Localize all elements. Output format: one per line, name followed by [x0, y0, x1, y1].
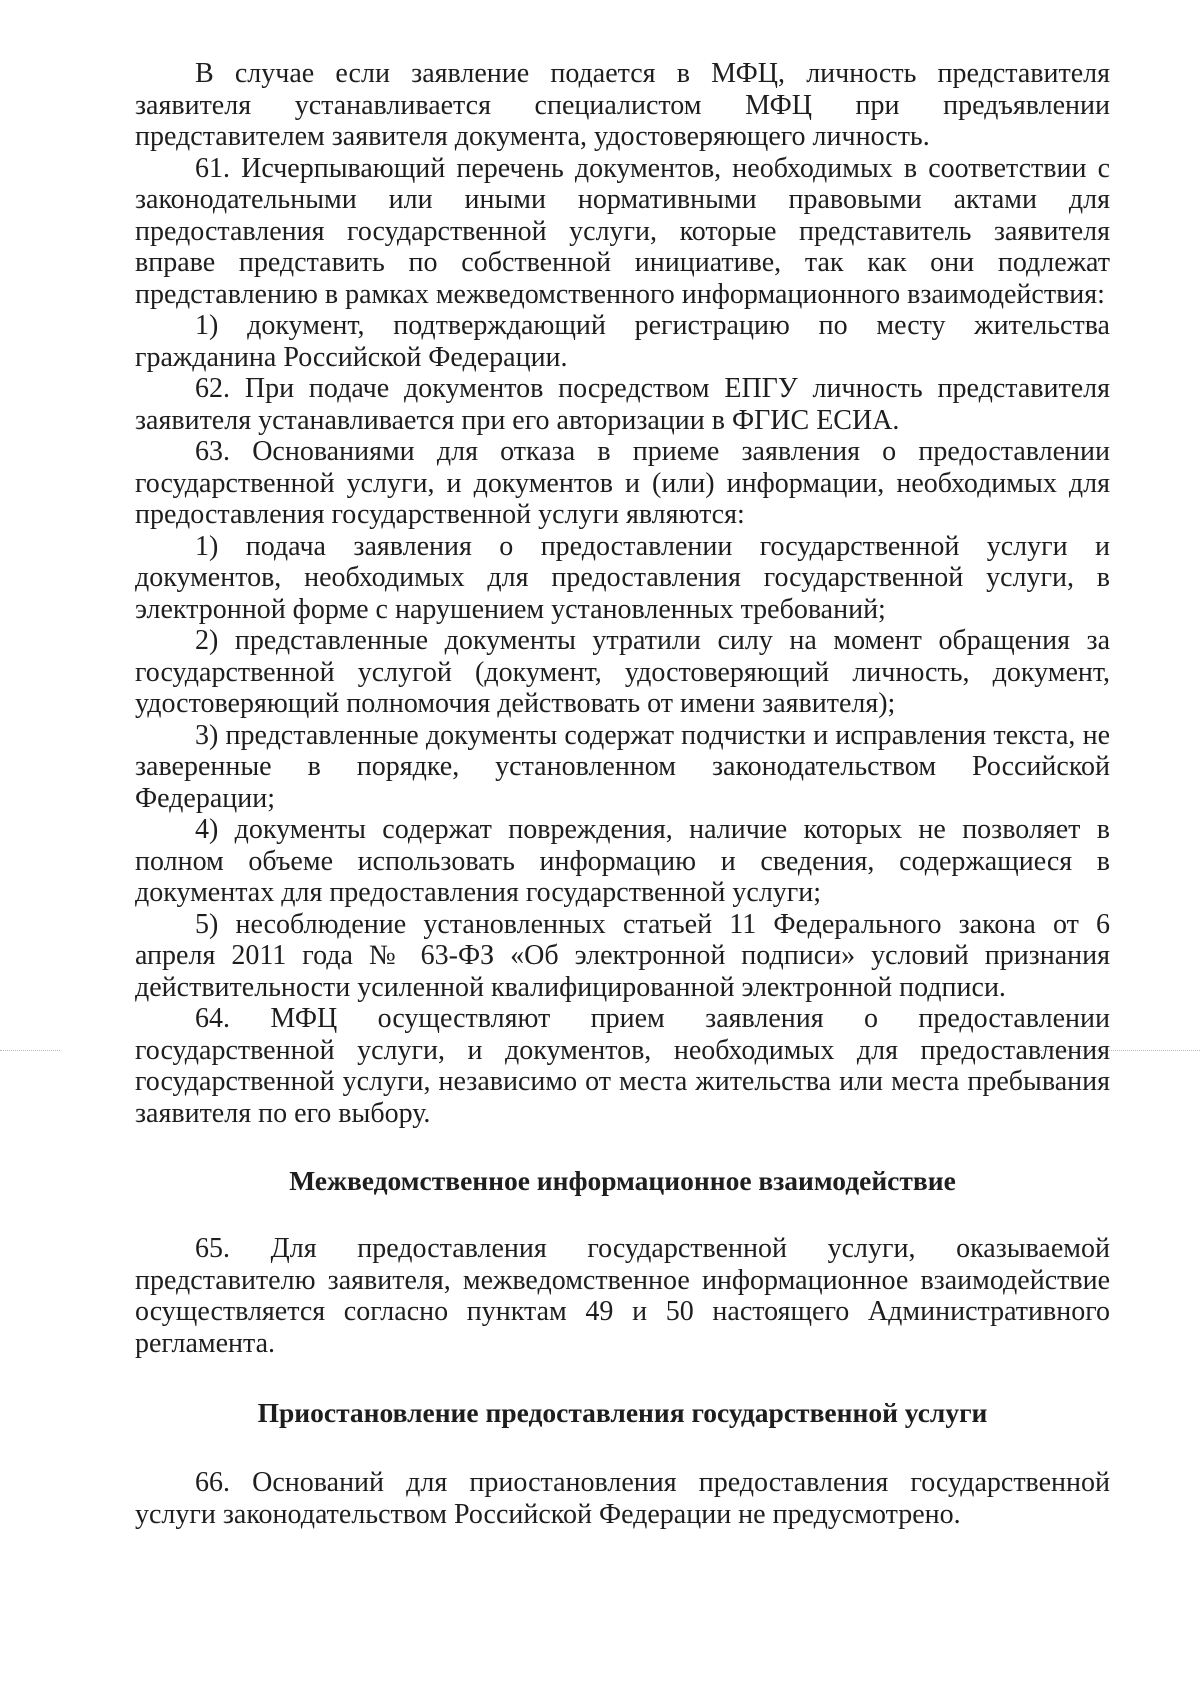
- paragraph-mfc-identity: В случае если заявление подается в МФЦ, личность представителя заявителя устанавливается специалистом МФЦ при предъявлении представителем заявителя документа, удостоверяющего личность.: [135, 58, 1110, 152]
- scan-artifact-left: [0, 1050, 60, 1051]
- paragraph-64: 64. МФЦ осуществляют прием заявления о предоставлении государственной услуги, и документов, необходимых для предоставления государственной услуги, независимо от места жительства или места пребывания заявителя по его выбору.: [135, 1003, 1110, 1129]
- section-heading-suspension: Приостановление предоставления государственной услуги: [257, 1397, 988, 1428]
- paragraph-63-item-2: 2) представленные документы утратили силу на момент обращения за государственной услугой (документ, удостоверяющий личность, документ, удостоверяющий полномочия действовать от имени заявителя);: [135, 625, 1110, 719]
- paragraph-63: 63. Основаниями для отказа в приеме заявления о предоставлении государственной услуги, и документов и (или) информации, необходимых для предоставления государственной услуги являются:: [135, 436, 1110, 530]
- paragraph-63-item-3: 3) представленные документы содержат подчистки и исправления текста, не заверенные в порядке, установленном законодательством Российской Федерации;: [135, 719, 1110, 814]
- paragraph-63-item-4: 4) документы содержат повреждения, наличие которых не позволяет в полном объеме использовать информацию и сведения, содержащиеся в документах для предоставления государственной услуги;: [135, 814, 1110, 908]
- document-body: [135, 58, 1110, 1530]
- paragraph-62: 62. При подаче документов посредством ЕПГУ личность представителя заявителя устанавливается при его авторизации в ФГИС ЕСИА.: [135, 373, 1110, 436]
- paragraph-63-item-1: 1) подача заявления о предоставлении государственной услуги и документов, необходимых для предоставления государственной услуги, в электронной форме с нарушением установленных требований;: [135, 530, 1110, 625]
- paragraph-66: 66. Оснований для приостановления предоставления государственной услуги законодательством Российской Федерации не предусмотрено.: [135, 1467, 1110, 1530]
- paragraph-65: 65. Для предоставления государственной услуги, оказываемой представителю заявителя, межведомственное информационное взаимодействие осуществляется согласно пунктам 49 и 50 настоящего Административного регламента.: [135, 1233, 1110, 1359]
- paragraph-61-item-1: 1) документ, подтверждающий регистрацию по месту жительства гражданина Российской Федерации.: [135, 310, 1110, 373]
- paragraph-63-item-5: 5) несоблюдение установленных статьей 11 Федерального закона от 6 апреля 2011 года № 63-ФЗ «Об электронной подписи» условий признания действительности усиленной квалифицированной электронной подписи.: [135, 908, 1110, 1003]
- section-heading-interagency: Межведомственное информационное взаимодействие: [289, 1165, 956, 1196]
- paragraph-61: 61. Исчерпывающий перечень документов, необходимых в соответствии с законодательными или иными нормативными правовыми актами для предоставления государственной услуги, которые представитель заявителя вправе представить по собственной инициативе, так как они подлежат представлению в рамках межведомственного информационного взаимодействия:: [135, 152, 1110, 310]
